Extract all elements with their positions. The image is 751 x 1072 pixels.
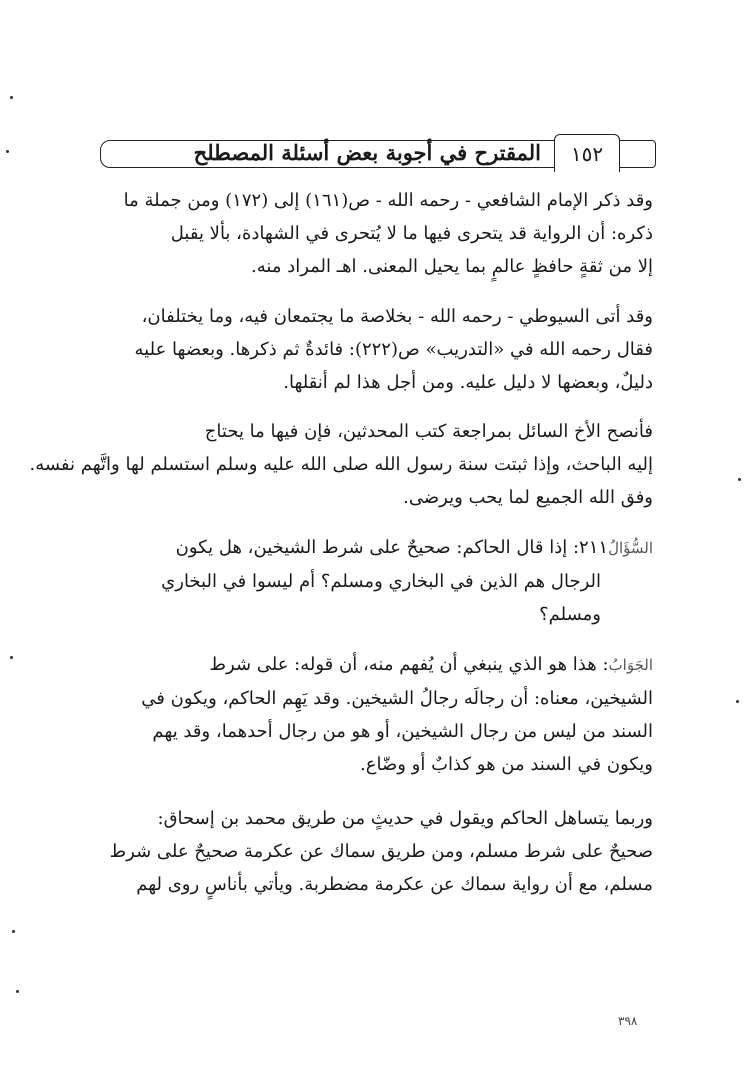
scan-dot: [12, 930, 15, 933]
text-line: ومسلم؟: [539, 604, 601, 625]
text-line: إليه الباحث، وإذا ثبتت سنة رسول الله صلى الله عليه وسلم استسلم لها واتَّهم نفسه.: [29, 454, 653, 475]
scan-dot: [10, 656, 13, 659]
scan-dot: [10, 96, 13, 99]
text-line: الشيخين، معناه: أن رجالَه رجالُ الشيخين. وقد يَهِم الحاكم، ويكون في: [141, 688, 653, 709]
question-label: السُّؤَالُ: [608, 539, 653, 557]
text-line: ويكون في السند من هو كذابٌ أو وضّاع.: [360, 754, 653, 775]
book-title: المقترح في أجوبة بعض أسئلة المصطلح: [193, 140, 541, 165]
scan-dot: [738, 478, 741, 481]
scan-dot: [16, 990, 19, 993]
page-header: [100, 134, 656, 174]
text-line: فأنصح الأخ السائل بمراجعة كتب المحدثين، فإن فيها ما يحتاج: [204, 421, 653, 442]
text-line: وربما يتساهل الحاكم ويقول في حديثٍ من طريق محمد بن إسحاق:: [157, 808, 653, 829]
question-first-line: [108, 531, 653, 565]
text-line: الرجال هم الذين في البخاري ومسلم؟ أم ليسوا في البخاري: [161, 571, 601, 592]
scan-dot: [6, 150, 9, 153]
text-line: مسلم، مع أن رواية سماك عن عكرمة مضطربة. ويأتي بأناسٍ روى لهم: [136, 874, 653, 895]
paragraph-3: [29, 415, 653, 514]
paragraph-4: [108, 802, 653, 901]
question-block: [108, 531, 653, 631]
text-line: وقد ذكر الإمام الشافعي - رحمه الله - ص(١٦١) إلى (١٧٢) ومن جملة ما: [123, 190, 653, 211]
text-line: : هذا هو الذي ينبغي أن يُفهم منه، أن قوله: على شرط: [209, 654, 609, 675]
text-line: إلا من ثقةٍ حافظٍ عالمٍ بما يحيل المعنى. اهـ المراد منه.: [251, 256, 653, 277]
text-line: صحيحٌ على شرط مسلم، ومن طريق سماك عن عكرمة صحيحٌ على شرط: [109, 841, 653, 862]
text-line: وفق الله الجميع لما يحب ويرضى.: [403, 487, 653, 508]
footer-mark: ٣٩٨: [618, 1014, 638, 1028]
text-line: السند من ليس من رجال الشيخين، أو هو من رجال أحدهما، وقد يهم: [152, 721, 653, 742]
page-number: ١٥٢: [554, 134, 620, 172]
text-line: فقال رحمه الله في «التدريب» ص(٢٢٢): فائدةٌ ثم ذكرها. وبعضها عليه: [134, 339, 653, 360]
text-line: دليلٌ، وبعضها لا دليل عليه. ومن أجل هذا لم أنقلها.: [283, 372, 653, 393]
text-line: وقد أتى السيوطي - رحمه الله - بخلاصة ما يجتمعان فيه، وما يختلفان،: [141, 306, 653, 327]
answer-label: الجَوَابُ: [608, 656, 653, 674]
text-line: ذكره: أن الرواية قد يتحرى فيها ما لا يُتحرى في الشهادة، بألا يقبل: [170, 223, 653, 244]
answer-block: [108, 648, 653, 781]
text-line: ٢١١: إذا قال الحاكم: صحيحٌ على شرط الشيخين، هل يكون: [175, 537, 609, 558]
answer-first-line: [108, 648, 653, 682]
paragraph-1: [108, 184, 653, 283]
scan-dot: [736, 700, 739, 703]
paragraph-2: [108, 300, 653, 399]
